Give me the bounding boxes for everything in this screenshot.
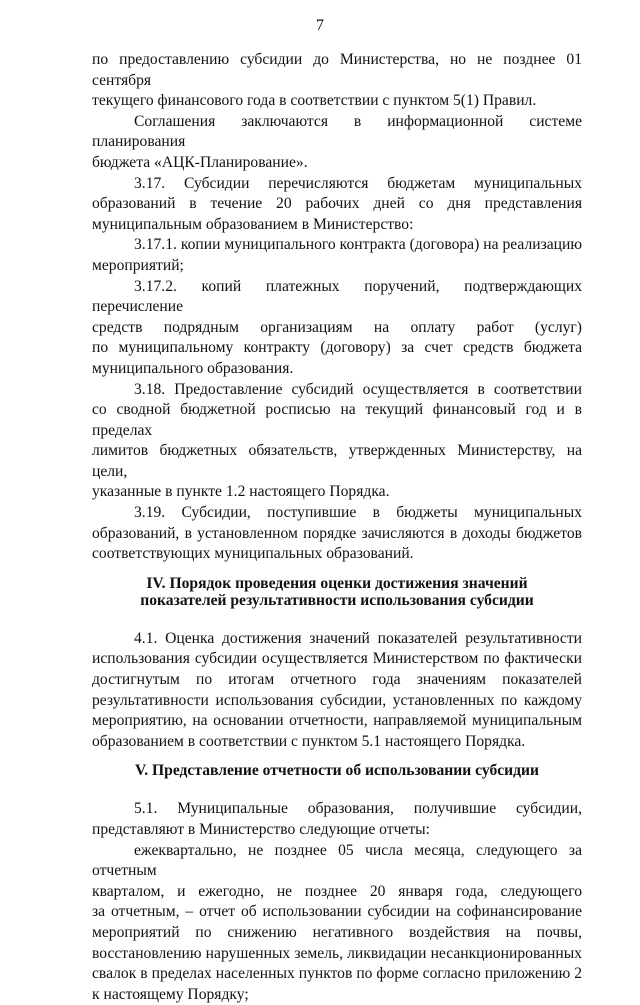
section-4-heading xyxy=(92,575,582,609)
paragraph-line: 3.19. Субсидии, поступившие в бюджеты муниципальных xyxy=(134,504,582,522)
paragraph-line: мероприятий по снижению негативного воздействия на почвы, xyxy=(92,923,582,941)
paragraph-line: по муниципальному контракту (договору) за счет средств бюджета xyxy=(92,339,582,357)
paragraph-line: свалок в пределах населенных пунктов по форме согласно приложению 2 xyxy=(92,965,582,983)
paragraph-line: муниципального образования. xyxy=(92,359,294,377)
paragraph-line: достигнутым по итогам отчетного года значениям показателей xyxy=(92,671,582,689)
paragraph-line: текущего финансового года в соответствии с пунктом 5(1) Правил. xyxy=(92,92,537,110)
section-5-body xyxy=(92,799,582,1005)
paragraph-line: восстановлению нарушенных земель, ликвидации несанкционированных xyxy=(92,944,582,962)
paragraph-line: соответствующих муниципальных образований. xyxy=(92,545,414,563)
paragraph-line: 4.1. Оценка достижения значений показателей результативности xyxy=(134,629,582,647)
paragraph-line: по предоставлению субсидии до Министерства, но не позднее 01 сентября xyxy=(92,51,582,89)
paragraph-line: использования субсидии осуществляется Министерством по фактически xyxy=(92,650,582,668)
section-heading-line: IV. Порядок проведения оценки достижения значений xyxy=(146,574,528,592)
paragraph-line: со сводной бюджетной росписью на текущий финансовый год и в пределах xyxy=(92,401,582,439)
page-number: 7 xyxy=(316,17,324,34)
paragraph-line: 3.17.1. копии муниципального контракта (договора) на реализацию xyxy=(134,236,582,254)
section-3-continuation xyxy=(92,50,582,565)
paragraph-line: указанные в пункте 1.2 настоящего Порядка. xyxy=(92,483,390,501)
paragraph-line: 3.17.2. копий платежных поручений, подтверждающих перечисление xyxy=(92,277,582,316)
paragraph-line: за отчетным, – отчет об использовании субсидии на софинансирование xyxy=(92,903,582,921)
paragraph-line: кварталом, и ежегодно, не позднее 20 января года, следующего xyxy=(92,882,582,900)
paragraph-line: мероприятий; xyxy=(92,256,184,274)
paragraph-line: 3.17. Субсидии перечисляются бюджетам муниципальных xyxy=(134,174,582,192)
section-heading-line: показателей результативности использования субсидии xyxy=(140,591,534,609)
section-5-heading xyxy=(92,762,582,779)
paragraph-line: бюджета «АЦК-Планирование». xyxy=(92,153,308,171)
paragraph-line: образований в течение 20 рабочих дней со дня представления xyxy=(92,195,582,213)
section-heading-line: V. Представление отчетности об использовании субсидии xyxy=(134,762,540,780)
paragraph-line: образований, в установленном порядке зачисляются в доходы бюджетов xyxy=(92,524,582,542)
section-4-body xyxy=(92,629,582,753)
paragraph-line: результативности использования субсидии, установленных по каждому xyxy=(92,691,582,709)
paragraph-line: мероприятию, на основании отчетности, направляемой муниципальным xyxy=(92,712,582,730)
paragraph-line: Соглашения заключаются в информационной системе планирования xyxy=(92,112,582,151)
paragraph-line: ежеквартально, не позднее 05 числа месяца, следующего за отчетным xyxy=(92,841,582,880)
paragraph-line: 3.18. Предоставление субсидий осуществляется в соответствии xyxy=(134,380,582,398)
paragraph-line: лимитов бюджетных обязательств, утвержденных Министерству, на цели, xyxy=(92,442,582,480)
document-content xyxy=(92,50,582,1005)
paragraph-line: образованием в соответствии с пунктом 5.1 настоящего Порядка. xyxy=(92,732,526,750)
paragraph-line: представляют в Министерство следующие отчеты: xyxy=(92,821,430,838)
paragraph-line: средств подрядным организациям на оплату работ (услуг) xyxy=(92,318,582,336)
paragraph-line: к настоящему Порядку; xyxy=(92,985,249,1003)
paragraph-line: муниципальным образованием в Министерство: xyxy=(92,215,414,233)
paragraph-line: 5.1. Муниципальные образования, получившие субсидии, xyxy=(134,800,582,818)
